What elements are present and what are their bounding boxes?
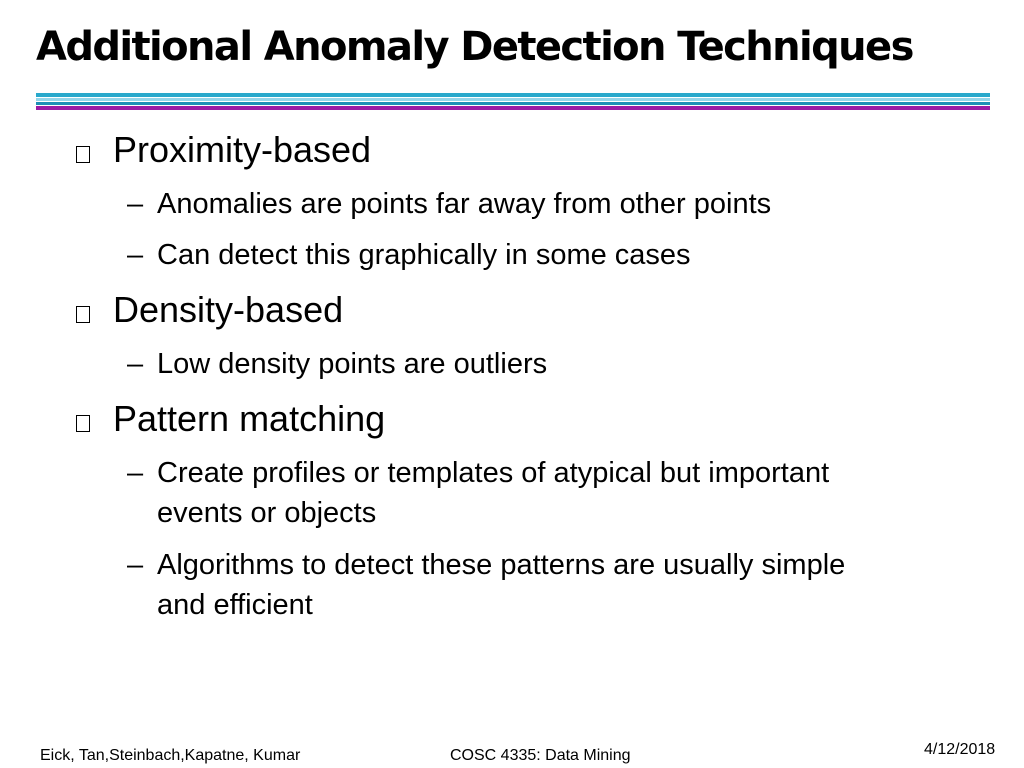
sub-item-line: and efficient — [157, 589, 313, 621]
sub-item-line: Can detect this graphically in some cases — [157, 239, 691, 271]
sub-item-text — [157, 453, 987, 533]
sub-item-text — [157, 344, 987, 384]
dash-marker: – — [127, 348, 144, 380]
dash-marker: – — [127, 457, 144, 489]
bullet-text: Pattern matching — [113, 398, 386, 439]
sub-item-text — [157, 184, 987, 224]
bullet-text: Proximity-based — [113, 129, 372, 170]
footer-date: 4/12/2018 — [924, 741, 996, 758]
footer-authors: Eick, Tan,Steinbach,Kapatne, Kumar — [40, 747, 301, 764]
sub-item-line: events or objects — [157, 497, 377, 529]
dash-marker: – — [127, 188, 144, 220]
sub-item-line: Create profiles or templates of atypical but important — [157, 457, 830, 489]
footer-course: COSC 4335: Data Mining — [450, 747, 631, 764]
dash-marker: – — [127, 239, 144, 271]
square-bullet-icon — [76, 146, 90, 163]
sub-item-line: Algorithms to detect these patterns are usually simple — [157, 549, 846, 581]
dash-marker: – — [127, 549, 144, 581]
sub-item-line: Low density points are outliers — [157, 348, 548, 380]
sub-item-text — [157, 235, 987, 275]
slide-title: Additional Anomaly Detection Techniques — [36, 24, 913, 70]
square-bullet-icon — [76, 306, 90, 323]
sub-item-line: Anomalies are points far away from other points — [157, 188, 772, 220]
bullet-text: Density-based — [113, 289, 344, 330]
square-bullet-icon — [76, 415, 90, 432]
sub-item-text — [157, 545, 987, 625]
